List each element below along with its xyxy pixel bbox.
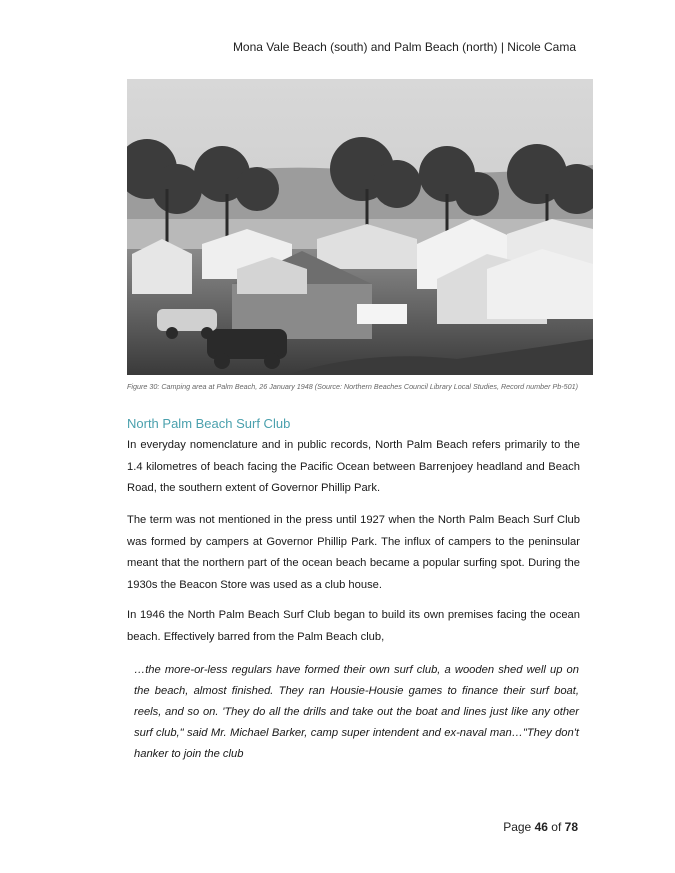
of-word: of: [551, 820, 562, 834]
page-footer: [503, 820, 578, 834]
paragraph-3: In 1946 the North Palm Beach Surf Club began to build its own premises facing the ocean beach. Effectively barred from the Palm Beach club,: [127, 609, 580, 643]
page-number: 46: [534, 820, 548, 834]
paragraph-2: The term was not mentioned in the press until 1927 when the North Palm Beach Surf Club was formed by campers at Governor Phillip Park. The influx of campers to the peninsular meant that the northern part of the ocean beach became a popular surfing spot. During the 1930s the Beacon Store was used as a club house.: [127, 514, 580, 591]
total-pages: 78: [564, 820, 578, 834]
page-word: Page: [503, 820, 532, 834]
section-heading: North Palm Beach Surf Club: [127, 416, 291, 431]
paragraph-1: In everyday nomenclature and in public records, North Palm Beach refers primarily to the 1.4 kilometres of beach facing the Pacific Ocean between Barrenjoey headland and Beach Road, the southern extent of Governor Phillip Park.: [127, 439, 580, 494]
page-header: Mona Vale Beach (south) and Palm Beach (north) | Nicole Cama: [232, 40, 576, 54]
figure-caption: Figure 30: Camping area at Palm Beach, 26 January 1948 (Source: Northern Beaches Council Library Local Studies, Record number Pb-501): [127, 382, 579, 391]
camping-photo: [127, 79, 593, 375]
block-quote: …the more-or-less regulars have formed their own surf club, a wooden shed well up on the beach, almost finished. They ran Housie-Housie games to finance their surf boat, reels, and so on. 'They do all the drills and take out the boat and lines just like any other surf club," said Mr. Michael Barker, camp super intendent and ex-naval man…"They don't hanker to join the club: [134, 664, 579, 760]
